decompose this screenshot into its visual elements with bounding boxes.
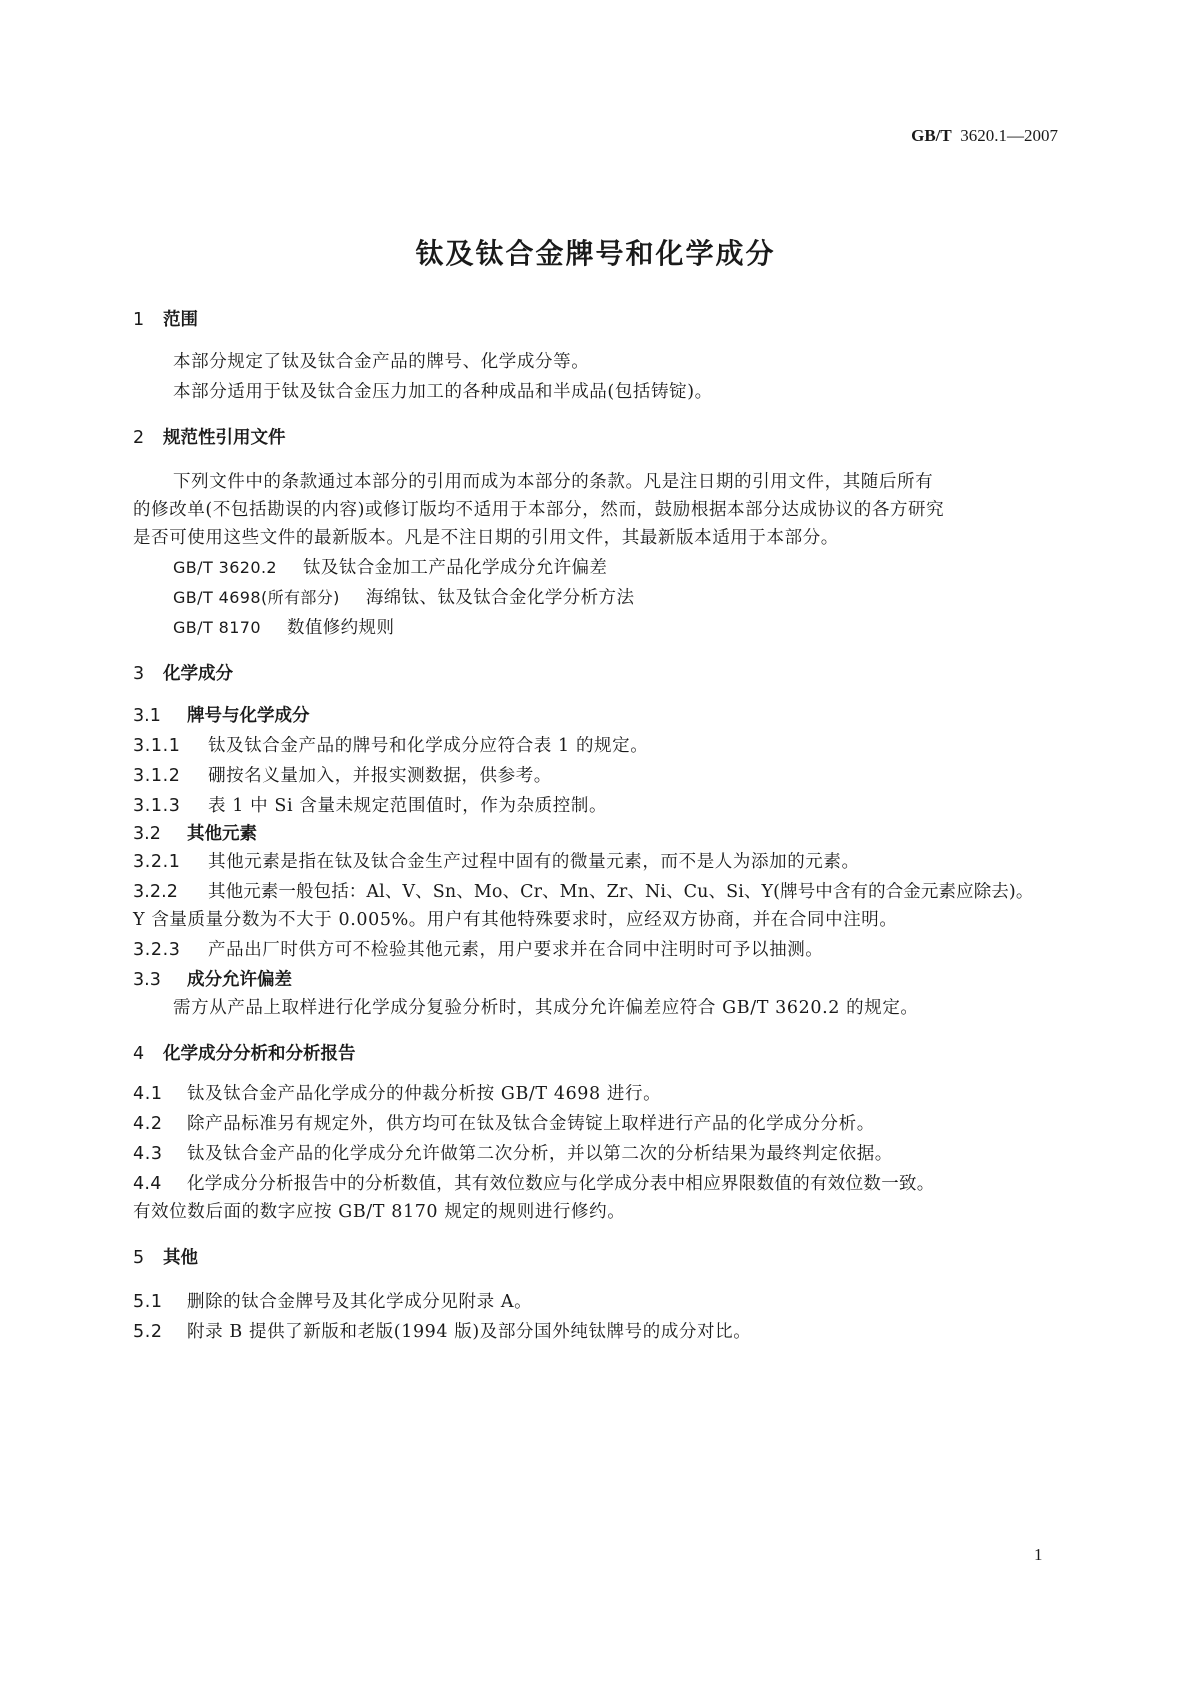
reference-title: 海绵钛、钛及钛合金化学分析方法: [365, 588, 635, 608]
subsection-3-1-heading: [133, 702, 310, 727]
subsection-title: 其他元素: [187, 824, 257, 844]
clause-4-4-continued: 有效位数后面的数字应按 GB/T 8170 规定的规则进行修约。: [133, 1202, 626, 1222]
clause-3-2-2-continued: Y 含量质量分数为不大于 0.005%。用户有其他特殊要求时，应经双方协商，并在合同中注明。: [133, 910, 898, 930]
section-number: 1: [133, 310, 145, 330]
paragraph-line: 下列文件中的条款通过本部分的引用而成为本部分的条款。凡是注日期的引用文件，其随后所有: [173, 472, 934, 492]
section-2-heading: [133, 424, 286, 449]
reference-title: 钛及钛合金加工产品化学成分允许偏差: [303, 558, 608, 578]
section-number: 2: [133, 428, 145, 448]
standard-code: 3620.1—2007: [960, 126, 1058, 145]
paragraph-line: 是否可使用这些文件的最新版本。凡是不注日期的引用文件，其最新版本适用于本部分。: [133, 528, 839, 548]
standard-prefix: GB/T: [911, 126, 952, 145]
subsection-3-3-heading: [133, 966, 292, 991]
subsection-number: 3.2: [133, 824, 161, 844]
clause-5-2: 5.2 附录 B 提供了新版和老版(1994 版)及部分国外纯钛牌号的成分对比。: [133, 1322, 752, 1342]
section-title: 化学成分: [163, 664, 233, 684]
subsection-number: 3.3: [133, 970, 161, 990]
normative-reference: [173, 584, 634, 609]
subsection-number: 3.1: [133, 706, 161, 726]
section-number: 5: [133, 1248, 145, 1268]
clause-4-2: 4.2 除产品标准另有规定外，供方均可在钛及钛合金铸锭上取样进行产品的化学成分分析。: [133, 1114, 875, 1134]
document-title: 钛及钛合金牌号和化学成分: [415, 237, 776, 270]
clause-3-1-2: 3.1.2 硼按名义量加入，并报实测数据，供参考。: [133, 766, 552, 786]
normative-reference: [173, 614, 394, 639]
section-title: 规范性引用文件: [163, 428, 286, 448]
section-4-heading: [133, 1040, 356, 1065]
subsection-3-2-heading: [133, 820, 257, 845]
clause-4-4: 4.4 化学成分分析报告中的分析数值，其有效位数应与化学成分表中相应界限数值的有效位数一致。: [133, 1174, 935, 1194]
reference-code: GB/T 8170: [173, 618, 261, 637]
clause-3-2-3: 3.2.3 产品出厂时供方可不检验其他元素，用户要求并在合同中注明时可予以抽测。: [133, 940, 824, 960]
section-title: 范围: [163, 310, 198, 330]
section-3-heading: [133, 660, 233, 685]
reference-title: 数值修约规则: [286, 618, 395, 638]
normative-reference: [173, 554, 607, 579]
section-number: 4: [133, 1044, 145, 1064]
paragraph: 需方从产品上取样进行化学成分复验分析时，其成分允许偏差应符合 GB/T 3620.2 的规定。: [173, 998, 919, 1018]
section-1-heading: [133, 306, 198, 331]
standard-number: [911, 126, 1058, 146]
reference-code: GB/T 4698(所有部分): [173, 588, 340, 607]
clause-5-1: 5.1 删除的钛合金牌号及其化学成分见附录 A。: [133, 1292, 533, 1312]
paragraph-line: 的修改单(不包括勘误的内容)或修订版均不适用于本部分，然而，鼓励根据本部分达成协议的各方研究: [133, 500, 945, 520]
paragraph: 本部分适用于钛及钛合金压力加工的各种成品和半成品(包括铸锭)。: [173, 382, 713, 402]
section-5-heading: [133, 1244, 198, 1269]
section-title: 其他: [163, 1248, 198, 1268]
section-title: 化学成分分析和分析报告: [163, 1044, 356, 1064]
clause-4-3: 4.3 钛及钛合金产品的化学成分允许做第二次分析，并以第二次的分析结果为最终判定依据。: [133, 1144, 893, 1164]
page-number: 1: [1034, 1545, 1043, 1564]
subsection-title: 牌号与化学成分: [187, 706, 310, 726]
section-number: 3: [133, 664, 145, 684]
clause-3-1-1: 3.1.1 钛及钛合金产品的牌号和化学成分应符合表 1 的规定。: [133, 736, 649, 756]
reference-code: GB/T 3620.2: [173, 558, 278, 577]
subsection-title: 成分允许偏差: [187, 970, 292, 990]
clause-3-2-2: 3.2.2 其他元素一般包括：Al、V、Sn、Mo、Cr、Mn、Zr、Ni、Cu、Si、Y(牌号中含有的合金元素应除去)。: [133, 882, 1034, 902]
paragraph: 本部分规定了钛及钛合金产品的牌号、化学成分等。: [173, 352, 590, 372]
clause-3-1-3: 3.1.3 表 1 中 Si 含量未规定范围值时，作为杂质控制。: [133, 796, 608, 816]
clause-3-2-1: 3.2.1 其他元素是指在钛及钛合金生产过程中固有的微量元素，而不是人为添加的元素。: [133, 852, 860, 872]
clause-4-1: 4.1 钛及钛合金产品化学成分的仲裁分析按 GB/T 4698 进行。: [133, 1084, 662, 1104]
